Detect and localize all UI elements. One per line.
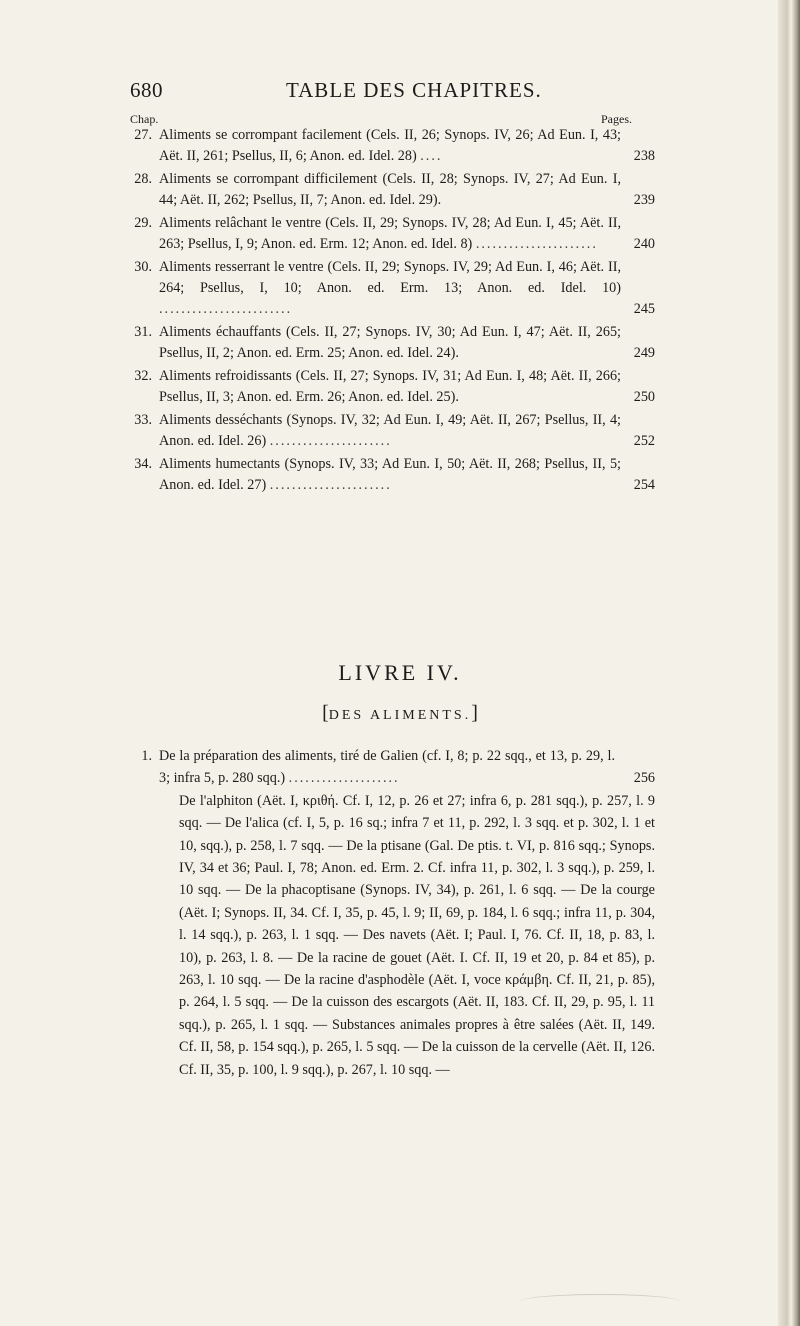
entry-page: 256 [621, 767, 655, 789]
dot-leader: ........................ [159, 301, 293, 317]
entry-text: Aliments desséchants (Synops. IV, 32; Ad Eun. I, 49; Aët. II, 267; Psellus, II, 4; Anon. ed. Idel. 26) [159, 412, 621, 449]
toc-entry [130, 322, 655, 364]
book-title: LIVRE IV. [338, 660, 462, 685]
entry-page: 239 [621, 190, 655, 211]
toc-entry [130, 257, 655, 320]
entry-number: 33. [134, 412, 152, 428]
entry-page: 254 [621, 475, 655, 496]
chapter-entry [130, 745, 655, 1081]
entry-text: Aliments échauffants (Cels. II, 27; Synops. IV, 30; Ad Eun. I, 47; Aët. II, 265; Psellus, II, 2; Anon. ed. Erm. 25; Anon. ed. Idel. 24). [159, 324, 621, 361]
entry-body: De l'alphiton (Aët. I, κριθή. Cf. I, 12, p. 26 et 27; infra 6, p. 281 sqq.), p. 257, l. 9 sqq. — De l'alica (cf. I, 5, p. 16 sq.; infra 7 et 11, p. 292, l. 3 sqq. et p. 302, l. 1 et 10, sqq.), p. 258, l. 7 sqq. — De la ptisane (Gal. De ptis. t. VI, p. 816 sqq.; Synops. IV, 34 et 36; Paul. I, 78; Anon. ed. Erm. 2. Cf. infra 11, p. 302, l. 3 sqq.), p. 259, l. 10 sqq. — De la phacoptisane (Synops. IV, 34), p. 261, l. 6 sqq. — De la courge (Aët. I; Synops. II, 34. Cf. I, 35, p. 45, l. 9; II, 69, p. 184, l. 6 sqq.; infra 11, p. 304, l. 14 sqq.), p. 263, l. 1 sqq. — Des navets (Aët. I; Paul. I, 76. Cf. II, 18, p. 83, l. 10), p. 263, l. 8. — De la racine de gouet (Aët. I. Cf. II, 19 et 20, p. 84 et 85), p. 263, l. 10 sqq. — De la racine d'asphodèle (Aët. I, voce κράμβη. Cf. II, 21, p. 85), p. 264, l. 5 sqq. — De la cuisson des escargots (Aët. II, 183. Cf. II, 29, p. 95, l. 11 sqq.), p. 265, l. 1 sqq. — Substances animales propres à être salées (Aët. II, 149. Cf. II, 58, p. 154 sqq.), p. 265, l. 5 sqq. — De la cuisson de la cervelle (Aët. II, 126. Cf. II, 35, p. 100, l. 9 sqq.), p. 267, l. 10 sqq. — [179, 792, 655, 1078]
entry-number: 32. [134, 368, 152, 384]
entry-page: 249 [621, 343, 655, 364]
entry-text: Aliments se corrompant facilement (Cels. II, 26; Synops. IV, 26; Ad Eun. I, 43; Aët. II, 261; Psellus, II, 6; Anon. ed. Idel. 28) [159, 127, 621, 164]
entry-page: 252 [621, 431, 655, 452]
entry-text: Aliments se corrompant difficilement (Cels. II, 28; Synops. IV, 27; Ad Eun. I, 44; Aët. II, 262; Psellus, II, 7; Anon. ed. Idel. 29). [159, 171, 621, 208]
running-title: TABLE DES CHAPITRES. [286, 78, 542, 102]
dot-leader: ...................... [269, 433, 392, 449]
page-mark [520, 1294, 680, 1309]
toc-entry [130, 366, 655, 408]
page-number: 680 [130, 78, 163, 102]
page-header [130, 78, 650, 112]
subtitle-bracket-close: ] [471, 702, 478, 724]
entry-page: 240 [621, 234, 655, 255]
entry-number: 27. [134, 127, 152, 143]
pages-column-label: Pages. [601, 112, 632, 126]
subtitle-text: DES ALIMENTS. [328, 708, 472, 723]
toc-entry [130, 169, 655, 211]
toc-entry [130, 125, 655, 167]
entry-number: 1. [141, 748, 152, 764]
entry-number: 30. [134, 259, 152, 275]
book-subtitle [0, 702, 800, 725]
entry-text: Aliments humectants (Synops. IV, 33; Ad Eun. I, 50; Aët. II, 268; Psellus, II, 5; Anon. ed. Idel. 27) [159, 456, 621, 493]
entry-page: 238 [621, 146, 655, 167]
subtitle-bracket-open: [ [322, 702, 329, 724]
entry-text: De la préparation des aliments, tiré de Galien (cf. I, 8; p. 22 sqq., et 13, p. 29, l. 3; infra 5, p. 280 sqq.) [159, 748, 615, 787]
entry-text: Aliments relâchant le ventre (Cels. II, 29; Synops. IV, 28; Ad Eun. I, 45; Aët. II, 263; Psellus, I, 9; Anon. ed. Erm. 12; Anon. ed. Idel. 8) [159, 215, 621, 252]
entry-number: 31. [134, 324, 152, 340]
entry-text: Aliments refroidissants (Cels. II, 27; Synops. IV, 31; Ad Eun. I, 48; Aët. II, 266; Psellus, II, 3; Anon. ed. Erm. 26; Anon. ed. Idel. 25). [159, 368, 621, 405]
toc-entry [130, 454, 655, 496]
dot-leader: ...................... [269, 477, 392, 493]
dot-leader: ...................... [475, 236, 598, 252]
dot-leader: .................... [288, 770, 400, 787]
entry-number: 34. [134, 456, 152, 472]
entry-page: 245 [621, 299, 655, 320]
chap-column-label: Chap. [130, 112, 159, 126]
entry-page: 250 [621, 387, 655, 408]
entry-text: Aliments resserrant le ventre (Cels. II, 29; Synops. IV, 29; Ad Eun. I, 46; Aët. II, 264; Psellus, I, 10; Anon. ed. Erm. 13; Anon. ed. Idel. 10) [159, 259, 621, 296]
entry-heading [159, 745, 655, 790]
entry-number: 29. [134, 215, 152, 231]
toc-entry [130, 410, 655, 452]
toc-list [130, 125, 655, 498]
dot-leader: .... [420, 148, 443, 164]
toc-entry [130, 213, 655, 255]
entry-number: 28. [134, 171, 152, 187]
